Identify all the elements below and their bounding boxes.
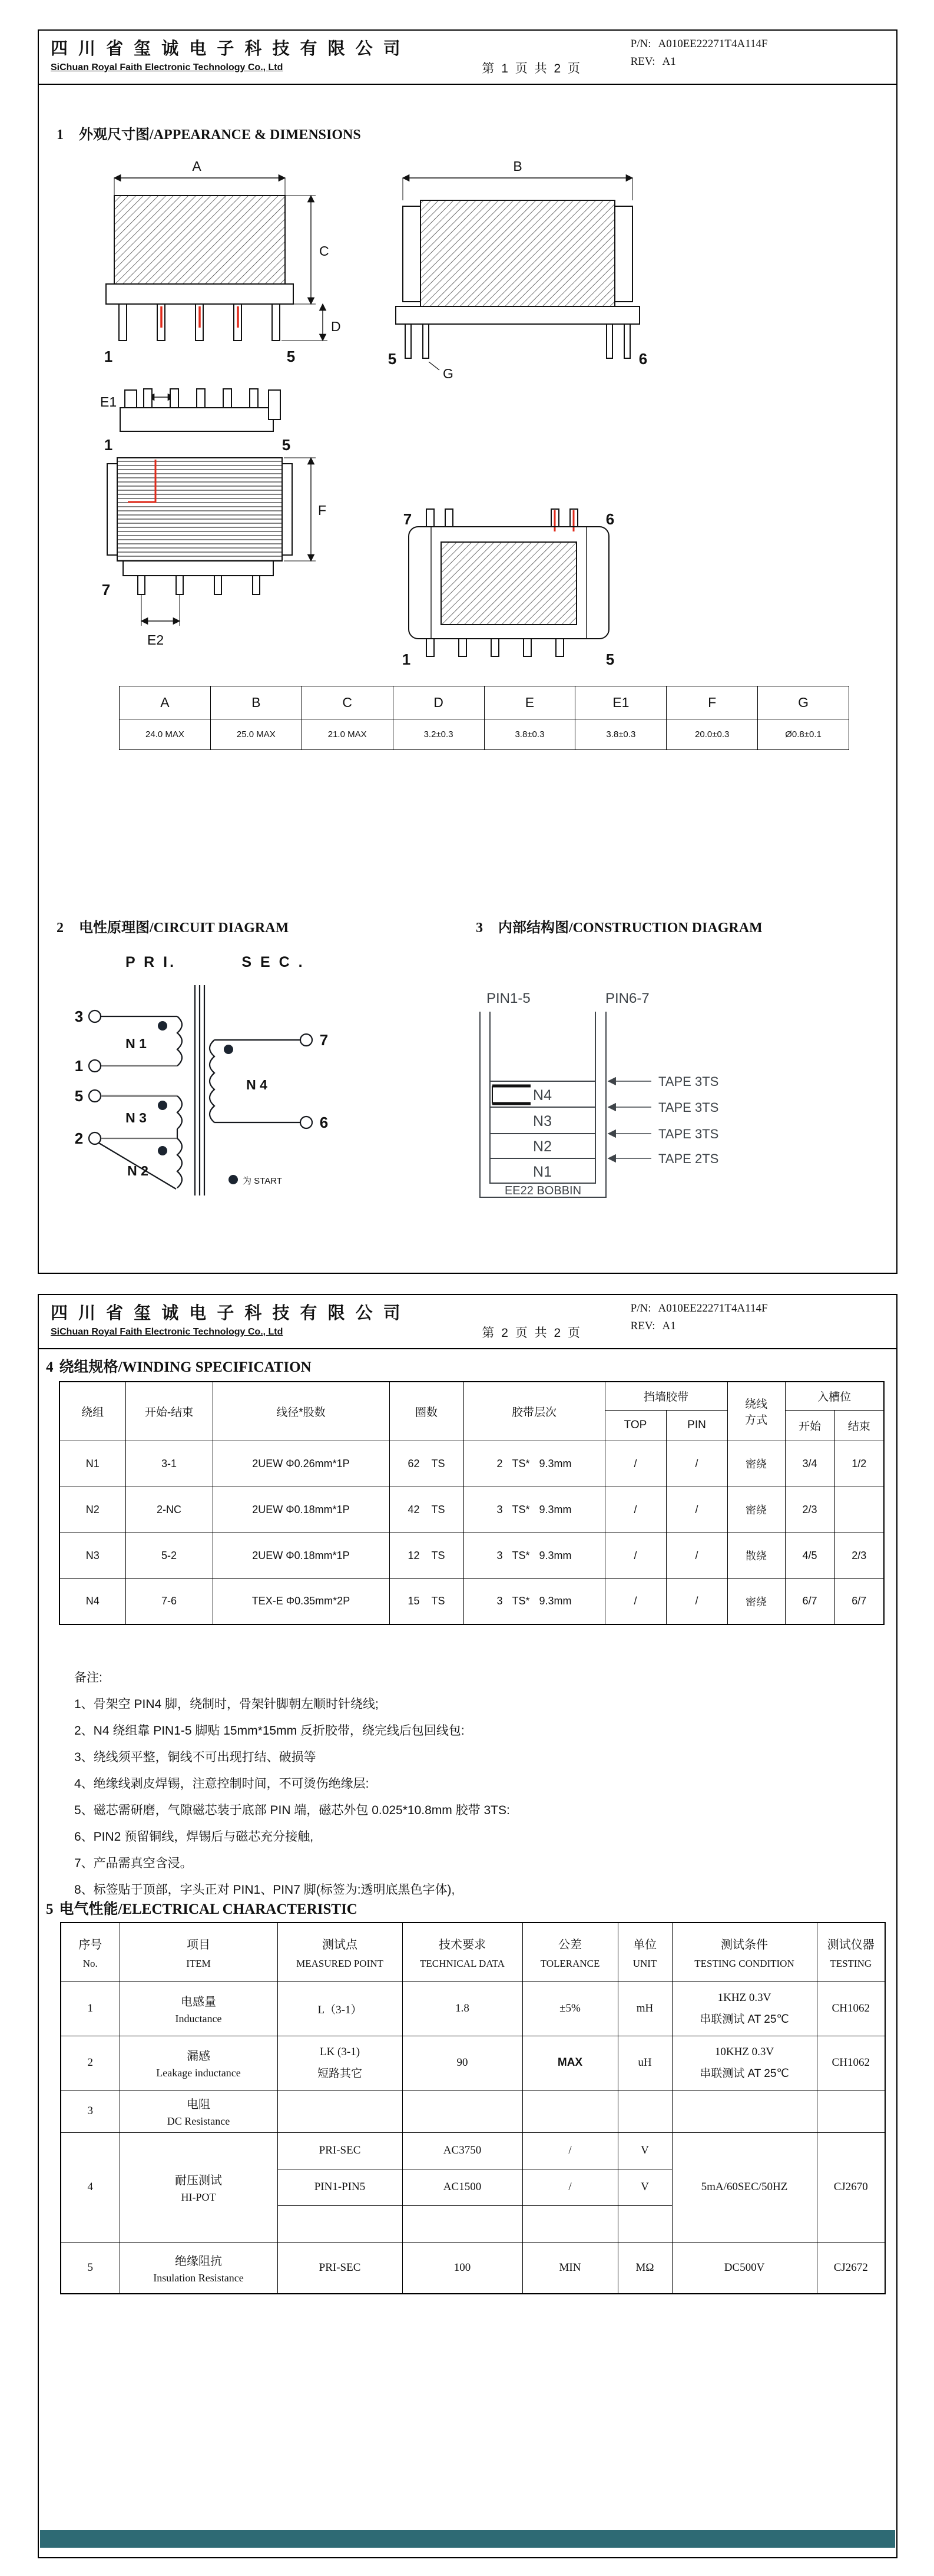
col-slot: 入槽位: [785, 1382, 884, 1410]
start-dot-n2: [158, 1146, 167, 1155]
tolerance: MAX: [522, 2036, 618, 2090]
dim-label-G: G: [443, 366, 453, 381]
part-info-block: [631, 31, 896, 84]
winding-start-end: 5-2: [125, 1533, 213, 1578]
note-item: 6、PIN2 预留铜线，焊锡后与磁芯充分接触,: [74, 1830, 314, 1844]
measured-point: PRI-SEC: [277, 2132, 402, 2169]
rev-label: REV:: [630, 1320, 655, 1332]
pin-number: 6: [605, 510, 615, 528]
tolerance: /: [522, 2169, 618, 2205]
row-item: 漏感 Leakage inductance: [120, 2036, 277, 2090]
winding-side-view: [100, 389, 326, 648]
layer-label: N3: [533, 1113, 552, 1130]
pin-group-left-label: PIN1-5: [486, 990, 531, 1006]
unit: uH: [618, 2036, 672, 2090]
layer-label: N2: [533, 1138, 552, 1155]
winding-turns: 42 TS: [389, 1487, 463, 1533]
col-slot-start: 开始: [785, 1410, 834, 1441]
measured-point: [277, 2205, 402, 2242]
dim-label-E1: E1: [100, 394, 117, 409]
winding-wire: 2UEW Φ0.26mm*1P: [213, 1441, 389, 1487]
technical-data: 90: [402, 2036, 522, 2090]
row-item: 电感量 Inductance: [120, 1981, 277, 2036]
measured-point: PRI-SEC: [277, 2242, 402, 2294]
winding-label-n2: N 2: [127, 1163, 148, 1178]
circuit-diagram: [57, 941, 351, 1200]
tape-label: TAPE 3TS: [658, 1074, 719, 1089]
note-item: 4、绝缘线剥皮焊锡，注意控制时间，不可烫伤绝缘层:: [74, 1777, 369, 1791]
col-testing-condition: 测试条件 TESTING CONDITION: [672, 1923, 817, 1981]
winding-wire: 2UEW Φ0.18mm*1P: [213, 1533, 389, 1578]
pin-number: 1: [104, 436, 113, 454]
slot-end: 6/7: [834, 1578, 884, 1624]
electrical-characteristic-table: [60, 1922, 886, 2294]
measured-point: [277, 2090, 402, 2132]
pin-number: 7: [319, 1031, 329, 1049]
wall-pin: /: [666, 1533, 727, 1578]
slot-start: 4/5: [785, 1533, 834, 1578]
tape-label: TAPE 3TS: [658, 1127, 719, 1141]
dim-col-c: C: [302, 686, 393, 719]
construction-diagram: [451, 941, 875, 1218]
section-2-title: 2 电性原理图/CIRCUIT DIAGRAM: [57, 920, 289, 936]
winding-start-end: 3-1: [125, 1441, 213, 1487]
col-tolerance: 公差 TOLERANCE: [522, 1923, 618, 1981]
pin-number: 5: [387, 350, 397, 368]
bobbin-flange-left: [403, 206, 420, 302]
top-view: [402, 509, 614, 668]
measured-point: LK (3-1) 短路其它: [277, 2036, 402, 2090]
wall-top: /: [605, 1441, 666, 1487]
testing-equipment: CJ2672: [817, 2242, 885, 2294]
testing-equipment: CH1062: [817, 2036, 885, 2090]
dim-value: 24.0 MAX: [120, 719, 211, 750]
winding-tape: 3 TS* 9.3mm: [463, 1487, 605, 1533]
section-5-title: 5 电气性能/ELECTRICAL CHARACTERISTIC: [46, 1901, 357, 1917]
elec-header-row: [61, 1923, 885, 1981]
footer-color-bar: [40, 2530, 895, 2548]
dim-col-a: A: [120, 686, 211, 719]
testing-equipment: CJ2670: [817, 2132, 885, 2242]
appearance-dimensions-drawing: [49, 154, 888, 673]
dimension-table: [119, 686, 849, 750]
winding-coil-n3: [177, 1096, 182, 1129]
unit: [618, 2090, 672, 2132]
winding-specification-table: [59, 1381, 885, 1625]
core-lines: [195, 985, 204, 1195]
tolerance: [522, 2205, 618, 2242]
layer-label: N1: [533, 1164, 552, 1180]
winding-method: 密绕: [727, 1578, 785, 1624]
company-name-en: SiChuan Royal Faith Electronic Technology Co., Ltd: [51, 62, 283, 72]
winding-tape: 3 TS* 9.3mm: [463, 1533, 605, 1578]
company-block: [39, 1295, 433, 1348]
winding-name: N2: [59, 1487, 125, 1533]
col-technical-data: 技术要求 TECHNICAL DATA: [402, 1923, 522, 1981]
testing-equipment: CH1062: [817, 1981, 885, 2036]
testing-condition: 5mA/60SEC/50HZ: [672, 2132, 817, 2242]
bobbin-teeth: [144, 389, 258, 408]
part-info-block: [631, 1295, 896, 1348]
section-3-title: 3 内部结构图/CONSTRUCTION DIAGRAM: [476, 920, 763, 936]
winding-label-n1: N 1: [125, 1036, 147, 1051]
note-item: 5、磁芯需研磨，气隙磁芯装于底部 PIN 端，磁芯外包 0.025*10.8mm 胶带 3TS:: [74, 1804, 510, 1817]
winding-turns: 62 TS: [389, 1441, 463, 1487]
testing-condition: 1KHZ 0.3V 串联测试 AT 25℃: [672, 1981, 817, 2036]
col-slot-end: 结束: [834, 1410, 884, 1441]
winding-name: N3: [59, 1533, 125, 1578]
row-item: 电阻 DC Resistance: [120, 2090, 277, 2132]
pin-terminal-5: [89, 1090, 101, 1102]
unit: V: [618, 2169, 672, 2205]
bobbin-flange-right: [615, 206, 632, 302]
winding-coil-n1: [177, 1016, 182, 1066]
wall-pin: /: [666, 1441, 727, 1487]
bobbin-bottom-bar: [123, 561, 273, 576]
pin-number: 1: [402, 650, 411, 668]
winding-wire: TEX-E Φ0.35mm*2P: [213, 1578, 389, 1624]
section-1-title: 1 外观尺寸图/APPEARANCE & DIMENSIONS: [57, 127, 361, 143]
dim-value: 3.2±0.3: [393, 719, 484, 750]
row-no: 2: [61, 2036, 120, 2090]
pin-number: 2: [74, 1130, 84, 1147]
company-name-en: SiChuan Royal Faith Electronic Technology Co., Ltd: [51, 1327, 283, 1337]
winding-name: N4: [59, 1578, 125, 1624]
winding-label-n4: N 4: [246, 1077, 267, 1092]
dim-label-D: D: [331, 319, 341, 334]
col-wall-top: TOP: [605, 1410, 666, 1441]
datasheet-page-2: [38, 1294, 897, 2558]
front-view: [104, 158, 341, 365]
dim-label-A: A: [192, 158, 201, 174]
testing-condition: [672, 2090, 817, 2132]
col-no: 序号 No.: [61, 1923, 120, 1981]
winding-method: 散绕: [727, 1533, 785, 1578]
winding-coil-n2: [177, 1138, 182, 1188]
note-item: 3、绕线须平整，铜线不可出现打结、破损等: [74, 1751, 316, 1764]
winding-method: 密绕: [727, 1487, 785, 1533]
pin-number: 5: [286, 348, 296, 365]
pins-bottom: [138, 576, 260, 595]
dim-value: 3.8±0.3: [484, 719, 575, 750]
pin-number: 5: [74, 1087, 84, 1105]
red-pin-marks: [161, 306, 238, 328]
testing-condition: DC500V: [672, 2242, 817, 2294]
core-hatched-side: [420, 200, 615, 306]
dim-label-E2: E2: [147, 632, 164, 648]
dim-value: 25.0 MAX: [210, 719, 302, 750]
pin-terminal-7: [300, 1034, 312, 1046]
bobbin-base-side: [396, 306, 640, 324]
wall-pin: /: [666, 1487, 727, 1533]
row-item: 耐压测试 HI-POT: [120, 2132, 277, 2242]
note-item: 8、标签贴于顶部，字头正对 PIN1、PIN7 脚(标签为:透明底黑色字体),: [74, 1883, 455, 1897]
col-measured-point: 测试点 MEASURED POINT: [277, 1923, 402, 1981]
dim-value: Ø0.8±0.1: [758, 719, 849, 750]
winding-header-row-1: [59, 1382, 884, 1410]
pin-number: 6: [319, 1114, 329, 1131]
pin-number: 6: [638, 350, 648, 368]
dim-col-g: G: [758, 686, 849, 719]
winding-row-n2: [59, 1487, 884, 1533]
elec-row-inductance: [61, 1981, 885, 2036]
bobbin-base: [106, 284, 293, 304]
pins-bottom-row: [426, 639, 564, 656]
col-turns: 圈数: [389, 1382, 463, 1441]
pin-terminal-3: [89, 1010, 101, 1022]
company-name-cn: 四 川 省 玺 诚 电 子 科 技 有 限 公 司: [51, 39, 403, 58]
pin-number: 5: [281, 436, 291, 454]
company-name-cn: 四 川 省 玺 诚 电 子 科 技 有 限 公 司: [51, 1304, 403, 1323]
pin-group-right-label: PIN6-7: [605, 990, 650, 1006]
rev-value: A1: [662, 1320, 676, 1332]
measured-point: PIN1-PIN5: [277, 2169, 402, 2205]
dim-label-F: F: [318, 503, 327, 518]
pin-number: 1: [74, 1057, 84, 1075]
dimension-header-row: [120, 686, 849, 719]
company-block: [39, 31, 433, 84]
winding-name: N1: [59, 1441, 125, 1487]
pin-number: 5: [605, 650, 615, 668]
elec-row-hipot-1: [61, 2132, 885, 2169]
section-4-title: 4 绕组规格/WINDING SPECIFICATION: [46, 1359, 312, 1375]
winding-row-n3: [59, 1533, 884, 1578]
col-tape-layers: 胶带层次: [463, 1382, 605, 1441]
unit: mH: [618, 1981, 672, 2036]
reverse-fold-tape: [492, 1086, 531, 1104]
layer-label: N4: [533, 1087, 552, 1104]
dim-value: 21.0 MAX: [302, 719, 393, 750]
dim-label-C: C: [319, 243, 329, 259]
elec-row-dc-resistance: [61, 2090, 885, 2132]
measured-point: L（3-1）: [277, 1981, 402, 2036]
technical-data: 100: [402, 2242, 522, 2294]
winding-start-end: 7-6: [125, 1578, 213, 1624]
col-wire: 线径*股数: [213, 1382, 389, 1441]
page-number: 第 1 页 共 2 页: [482, 62, 582, 75]
winding-row-n1: [59, 1441, 884, 1487]
col-testing-equipment: 测试仪器 TESTING: [817, 1923, 885, 1981]
pin-number: 3: [74, 1008, 84, 1025]
datasheet-page-1: [38, 29, 897, 1274]
pin-terminal-2: [89, 1132, 101, 1144]
winding-turns: 12 TS: [389, 1533, 463, 1578]
start-dot-n3: [158, 1101, 167, 1110]
winding-start-end: 2-NC: [125, 1487, 213, 1533]
elec-row-leakage: [61, 2036, 885, 2090]
row-no: 5: [61, 2242, 120, 2294]
pn-value: A010EE22271T4A114F: [658, 1302, 768, 1315]
pin-terminal-6: [300, 1117, 312, 1128]
start-legend-text: 为 START: [243, 1176, 282, 1186]
note-item: 2、N4 绕组靠 PIN1-5 脚贴 15mm*15mm 反折胶带，绕完线后包回线包:: [74, 1724, 465, 1738]
unit: MΩ: [618, 2242, 672, 2294]
notes-block: [74, 1665, 510, 1904]
pin-number: 7: [403, 510, 412, 528]
start-dot-n1: [158, 1021, 167, 1031]
winding-row-n4: [59, 1578, 884, 1624]
dim-col-f: F: [667, 686, 758, 719]
tolerance: [522, 2090, 618, 2132]
slot-end: 2/3: [834, 1533, 884, 1578]
pin-number: 1: [104, 348, 113, 365]
winding-label-n3: N 3: [125, 1110, 147, 1125]
bobbin-top-bar: [120, 408, 273, 431]
unit: [618, 2205, 672, 2242]
start-dot-legend: [228, 1175, 238, 1184]
core-hatched: [114, 196, 285, 284]
tape-wrapped-winding: [117, 458, 282, 561]
secondary-label: S E C .: [241, 954, 305, 970]
row-no: 1: [61, 1981, 120, 2036]
col-unit: 单位 UNIT: [618, 1923, 672, 1981]
tape-label: TAPE 2TS: [658, 1151, 719, 1166]
dim-col-e: E: [484, 686, 575, 719]
dim-col-b: B: [210, 686, 302, 719]
pn-value: A010EE22271T4A114F: [658, 38, 768, 50]
core-hatched-top: [441, 542, 577, 625]
notes-title: 备注:: [74, 1671, 102, 1685]
start-dot-n4: [224, 1045, 233, 1054]
technical-data: AC1500: [402, 2169, 522, 2205]
winding-coil-n4: [210, 1040, 214, 1122]
dimension-value-row: [120, 719, 849, 750]
col-method: 绕线 方式: [727, 1382, 785, 1441]
dim-col-e1: E1: [575, 686, 667, 719]
pins-side: [405, 324, 630, 358]
page-number: 第 2 页 共 2 页: [482, 1326, 582, 1340]
dim-value: 20.0±0.3: [667, 719, 758, 750]
winding-tape: 3 TS* 9.3mm: [463, 1578, 605, 1624]
technical-data: 1.8: [402, 1981, 522, 2036]
rev-value: A1: [662, 55, 676, 68]
winding-tape: 2 TS* 9.3mm: [463, 1441, 605, 1487]
col-wall-tape: 挡墙胶带: [605, 1382, 727, 1410]
tolerance: /: [522, 2132, 618, 2169]
col-winding: 绕组: [59, 1382, 125, 1441]
technical-data: AC3750: [402, 2132, 522, 2169]
unit: V: [618, 2132, 672, 2169]
primary-label: P R I.: [125, 954, 177, 970]
slot-start: 2/3: [785, 1487, 834, 1533]
testing-equipment: [817, 2090, 885, 2132]
slot-end: [834, 1487, 884, 1533]
testing-condition: 10KHZ 0.3V 串联测试 AT 25℃: [672, 2036, 817, 2090]
note-item: 7、产品需真空含浸。: [74, 1857, 193, 1870]
wall-top: /: [605, 1487, 666, 1533]
page1-header: [39, 31, 896, 85]
col-item: 项目 ITEM: [120, 1923, 277, 1981]
dim-label-B: B: [513, 158, 522, 174]
col-wall-pin: PIN: [666, 1410, 727, 1441]
technical-data: [402, 2090, 522, 2132]
wall-top: /: [605, 1533, 666, 1578]
winding-wire: 2UEW Φ0.18mm*1P: [213, 1487, 389, 1533]
pn-label: P/N:: [630, 1302, 651, 1315]
pin-number: 7: [101, 581, 111, 599]
slot-end: 1/2: [834, 1441, 884, 1487]
slot-start: 6/7: [785, 1578, 834, 1624]
slot-start: 3/4: [785, 1441, 834, 1487]
bobbin-label: EE22 BOBBIN: [504, 1184, 582, 1197]
dim-col-d: D: [393, 686, 484, 719]
side-view: [388, 158, 647, 381]
pn-label: P/N:: [630, 38, 651, 50]
tape-label: TAPE 3TS: [658, 1100, 719, 1115]
wall-pin: /: [666, 1578, 727, 1624]
pin-terminal-1: [89, 1060, 101, 1072]
winding-method: 密绕: [727, 1441, 785, 1487]
winding-turns: 15 TS: [389, 1578, 463, 1624]
elec-row-insulation: [61, 2242, 885, 2294]
note-item: 1、骨架空 PIN4 脚，绕制时，骨架针脚朝左顺时针绕线;: [74, 1697, 379, 1711]
technical-data: [402, 2205, 522, 2242]
dim-value: 3.8±0.3: [575, 719, 667, 750]
row-no: 4: [61, 2132, 120, 2242]
page2-header: [39, 1295, 896, 1349]
tolerance: ±5%: [522, 1981, 618, 2036]
row-no: 3: [61, 2090, 120, 2132]
row-item: 绝缘阻抗 Insulation Resistance: [120, 2242, 277, 2294]
col-start-end: 开始-结束: [125, 1382, 213, 1441]
tolerance: MIN: [522, 2242, 618, 2294]
wall-top: /: [605, 1578, 666, 1624]
rev-label: REV:: [630, 55, 655, 68]
